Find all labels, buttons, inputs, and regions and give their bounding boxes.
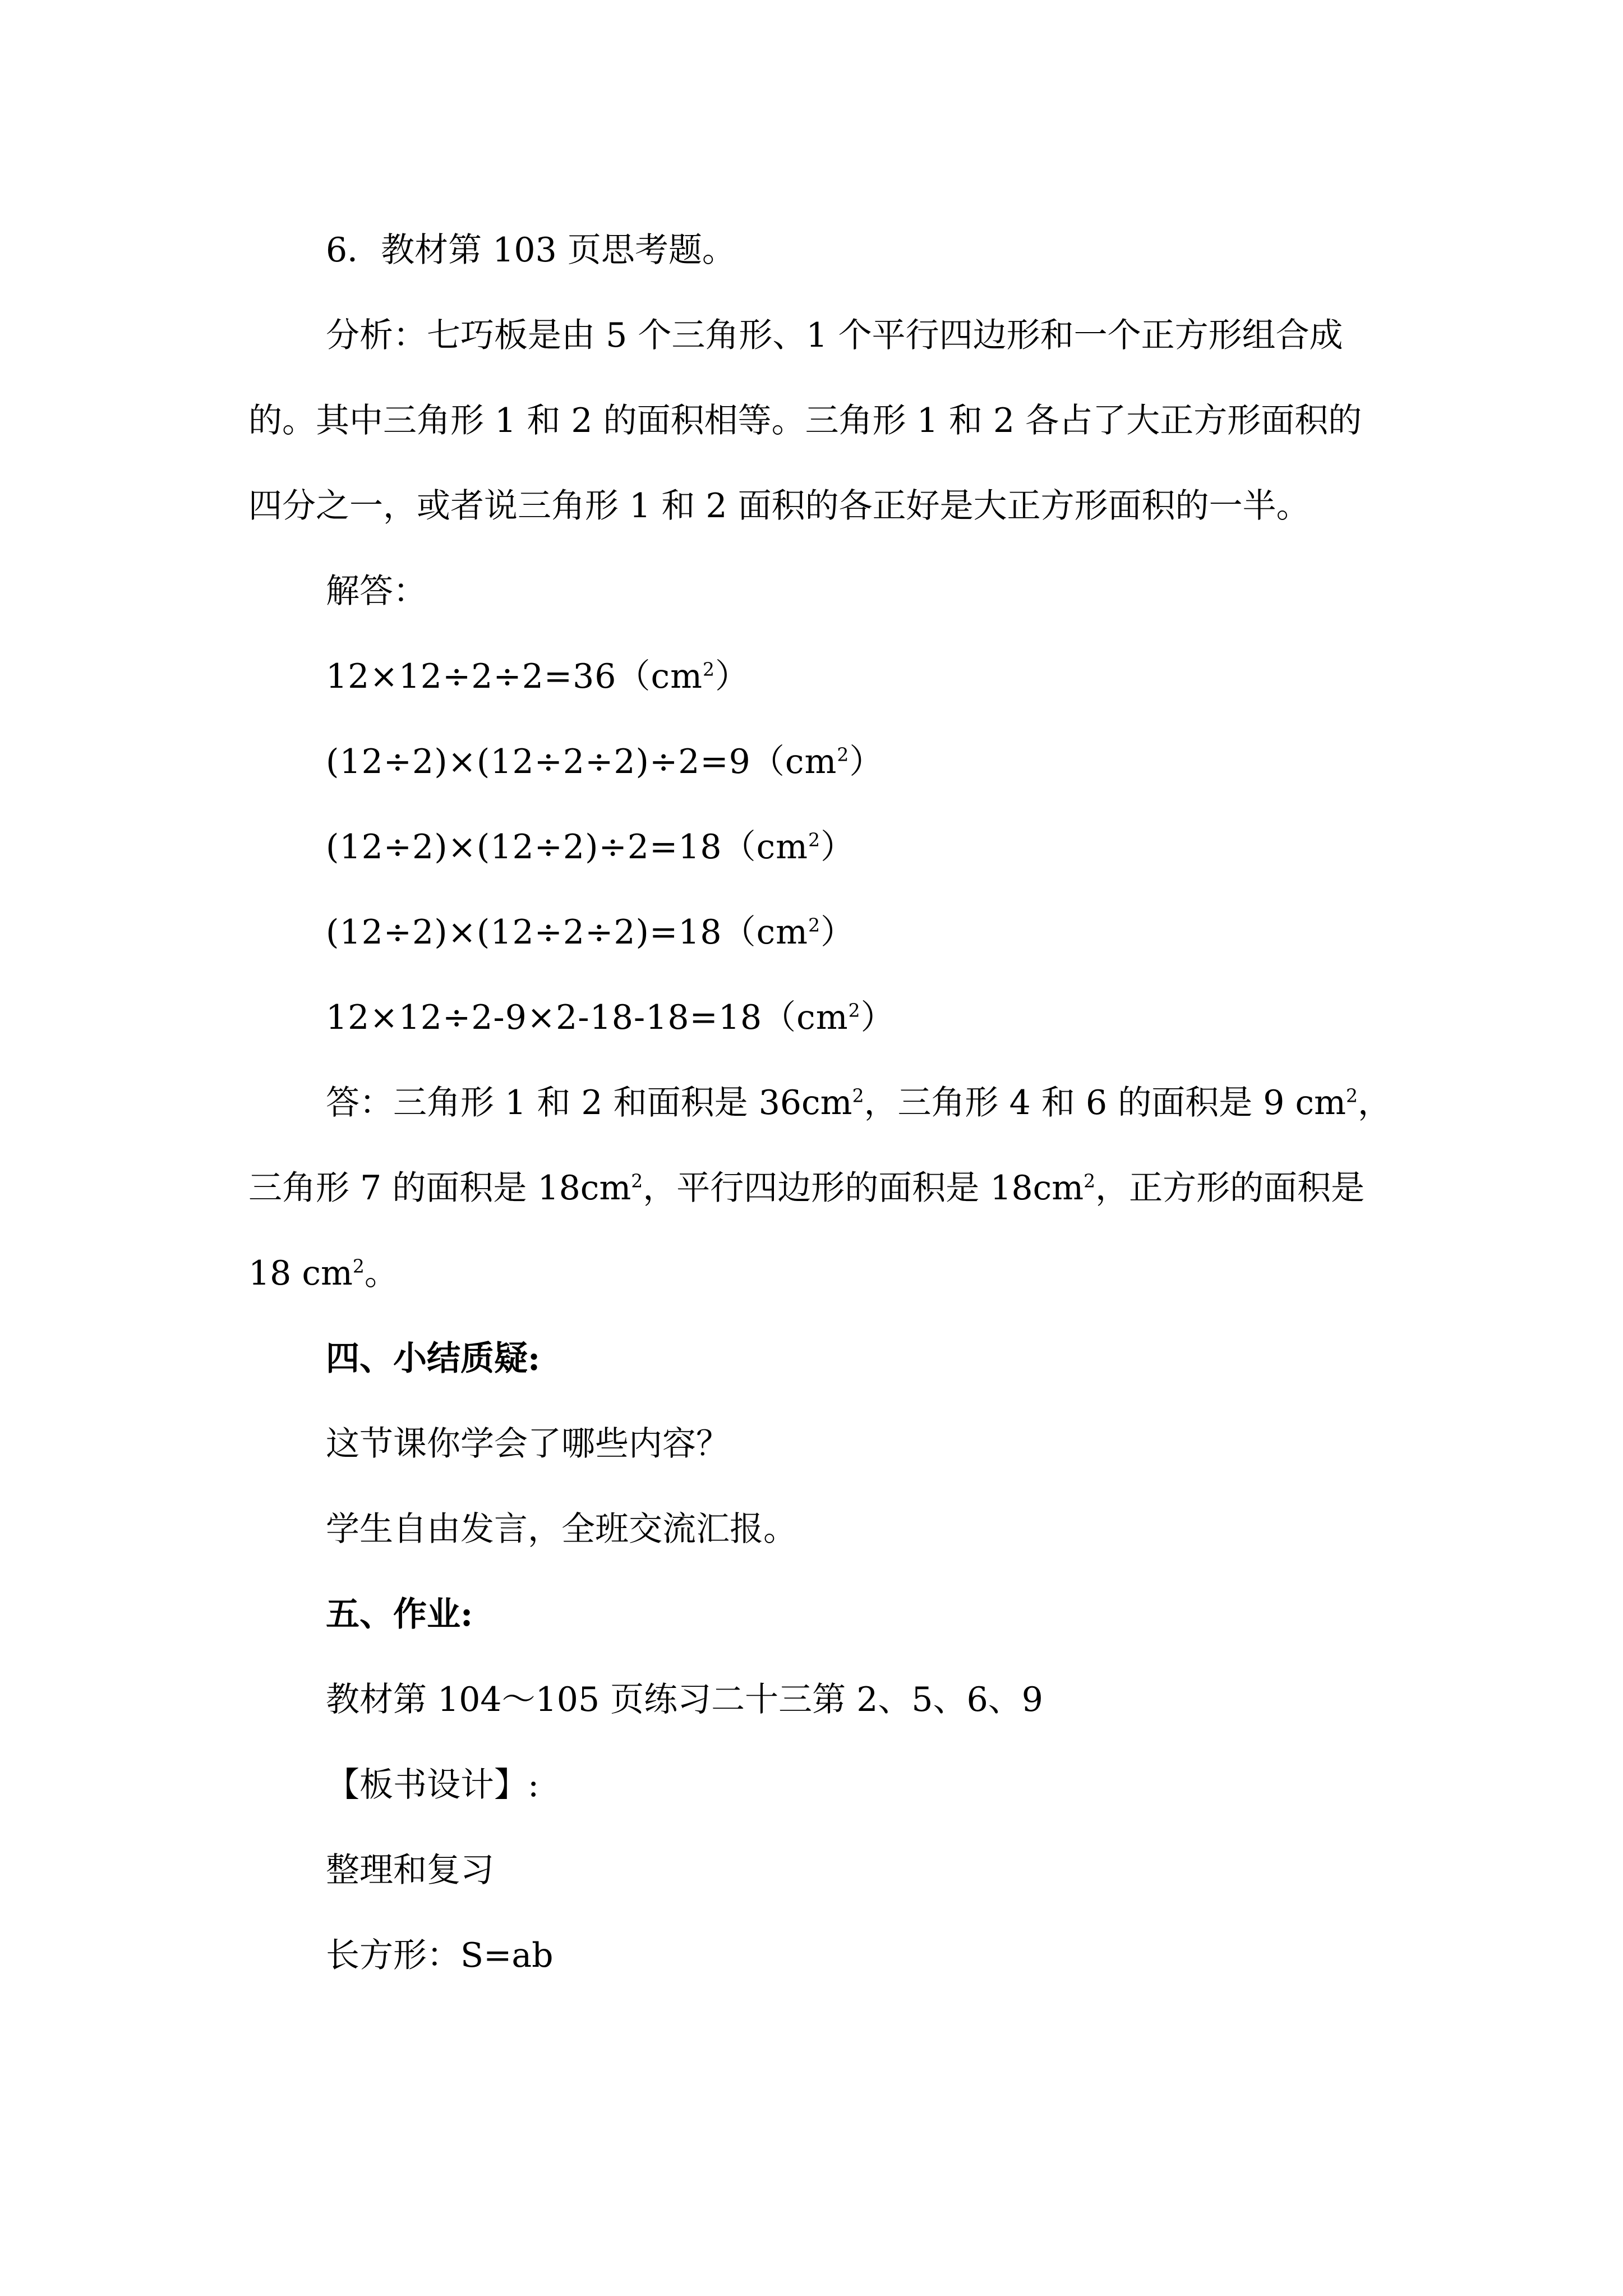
answer-part-2: ，三角形 4 和 6 的面积是 9 cm: [864, 1083, 1347, 1122]
item-6-heading: 6．教材第 103 页思考题。: [326, 231, 736, 270]
section-4-question: 这节课你学会了哪些内容？: [326, 1424, 730, 1464]
answer-sup-5: 2: [352, 1255, 365, 1277]
section-5-title: 五、作业:: [326, 1595, 473, 1634]
answer-part-1: 答：三角形 1 和 2 和面积是 36cm: [326, 1083, 852, 1122]
section-4-title: 四、小结质疑:: [326, 1339, 541, 1378]
calc-4-expr: (12÷2)×(12÷2÷2)=18（cm: [326, 913, 809, 952]
answer-part-3: ，三角形 7 的面积是 18cm: [248, 1083, 1392, 1208]
calc-1-expr: 12×12÷2÷2=36（cm: [326, 657, 703, 696]
answer-sup-3: 2: [631, 1170, 643, 1192]
calc-1-close: ）: [714, 657, 749, 696]
answer-part-4: ，平行四边形的面积是 18cm: [643, 1168, 1084, 1208]
calculation-line-2: [248, 719, 1393, 804]
calc-2-sup: 2: [837, 743, 850, 766]
answer-paragraph: [248, 1060, 1393, 1316]
calculation-line-3: [248, 804, 1393, 890]
board-design-heading: 【板书设计】:: [326, 1765, 540, 1805]
calc-5-close: ）: [860, 998, 895, 1037]
calc-3-sup: 2: [808, 829, 821, 851]
calc-2-close: ）: [849, 742, 884, 781]
calc-2-expr: (12÷2)×(12÷2÷2)÷2=9（cm: [326, 742, 837, 781]
answer-sup-4: 2: [1083, 1170, 1096, 1192]
calc-3-expr: (12÷2)×(12÷2)÷2=18（cm: [326, 827, 809, 867]
section-4-answer: 学生自由发言，全班交流汇报。: [326, 1510, 797, 1549]
answer-part-6: 。: [364, 1254, 398, 1293]
answer-part-5: ，正方形的面积是 18 cm: [248, 1168, 1376, 1293]
calc-4-sup: 2: [808, 914, 821, 936]
calc-1-sup: 2: [702, 658, 715, 680]
review-title: 整理和复习: [326, 1851, 494, 1890]
calc-4-close: ）: [820, 913, 855, 952]
answer-sup-1: 2: [852, 1084, 864, 1107]
answer-sup-2: 2: [1346, 1084, 1358, 1107]
calc-5-expr: 12×12÷2-9×2-18-18=18（cm: [326, 998, 849, 1037]
document-body: [248, 208, 1393, 1998]
homework-line: 教材第 104～105 页练习二十三第 2、5、6、9: [326, 1680, 1043, 1719]
calculation-line-4: [248, 890, 1393, 975]
calculation-line-1: [248, 634, 1393, 719]
analysis-paragraph: 分析：七巧板是由 5 个三角形、1 个平行四边形和一个正方形组合成的。其中三角形 1 和 2 的面积相等。三角形 1 和 2 各占了大正方形面积的四分之一，或者说三角形 1 和 2 面积的各正好是大正方形面积的一半。: [248, 316, 1362, 526]
rectangle-formula: 长方形：S=ab: [326, 1936, 554, 1975]
calc-5-sup: 2: [848, 999, 861, 1022]
calculation-line-5: [248, 975, 1393, 1060]
solution-label: 解答：: [326, 572, 427, 611]
calc-3-close: ）: [820, 827, 855, 867]
